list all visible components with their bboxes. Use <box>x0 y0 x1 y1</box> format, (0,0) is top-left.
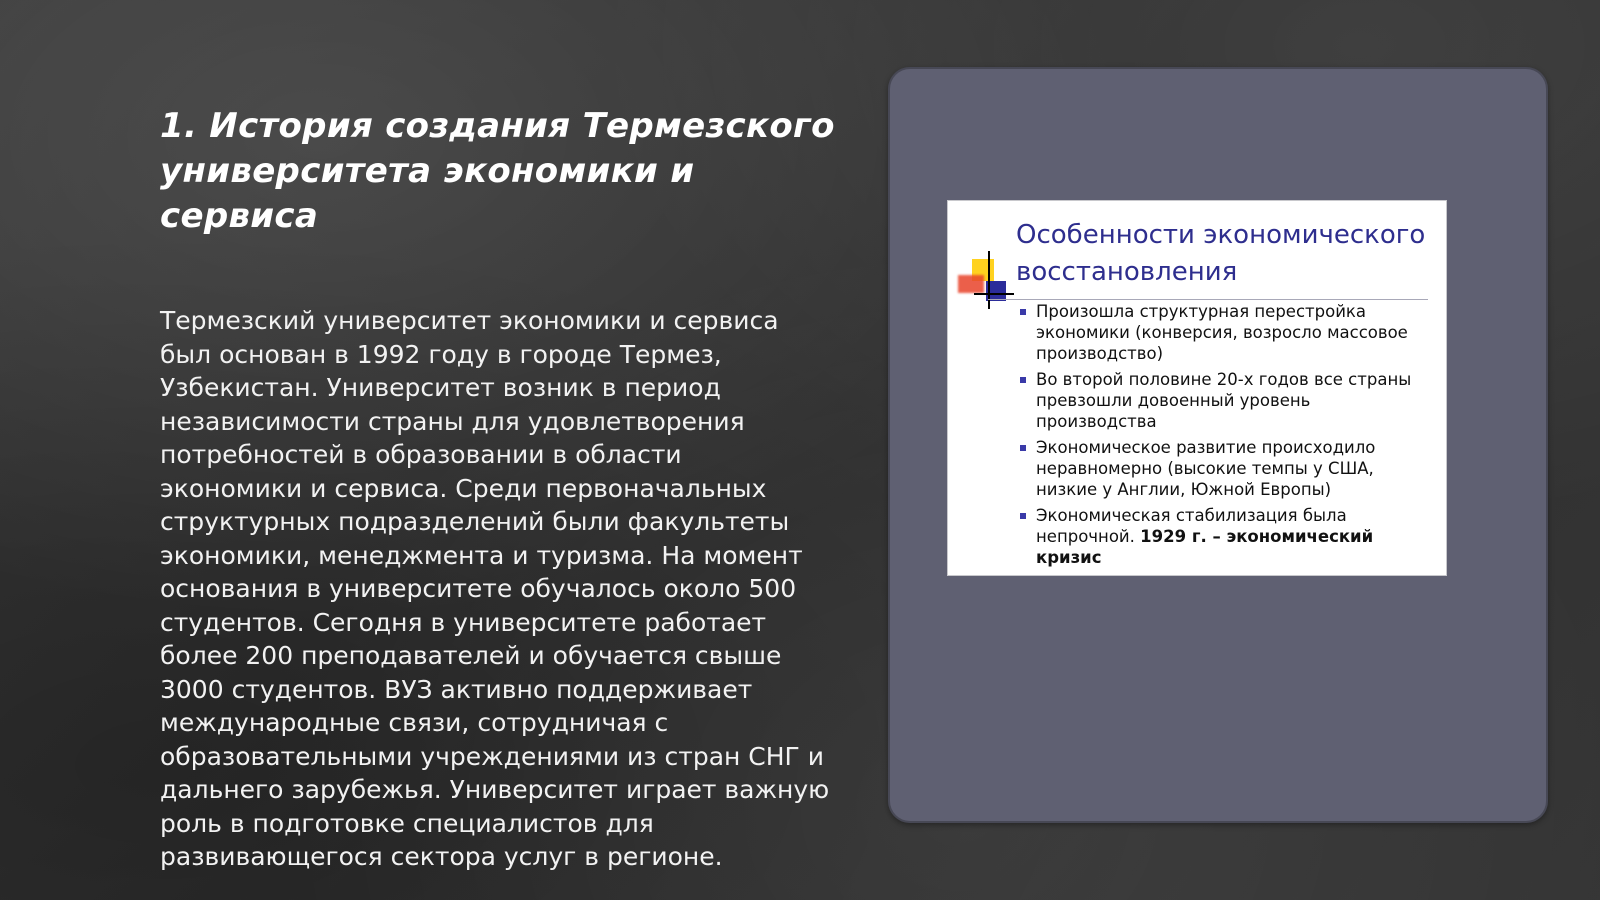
embedded-slide-image <box>948 201 1446 575</box>
bullet-square-icon <box>1020 377 1026 383</box>
list-item <box>1018 369 1436 432</box>
title-divider <box>988 299 1428 300</box>
bullet-text: Экономическое развитие происходило неравномерно (высокие темпы у США, низкие у Англии, Южной Европы) <box>1036 438 1376 499</box>
slide-body-text: Термезский университет экономики и сервиса был основан в 1992 году в городе Термез, Узбекистан. Университет возник в период независимости страны для удовлетворения потребностей в образовании в области экономики и сервиса. Среди первоначальных структурных подразделений были факультеты экономики, менеджмента и туризма. На момент основания в университете обучалось около 500 студентов. Сегодня в университете работает более 200 преподавателей и обучается свыше 3000 студентов. ВУЗ активно поддерживает международные связи, сотрудничая с образовательными учреждениями из стран СНГ и дальнего зарубежья. Университет играет важную роль в подготовке специалистов для развивающегося сектора услуг в регионе. <box>160 306 830 871</box>
image-frame <box>888 67 1548 823</box>
bullet-square-icon <box>1020 513 1026 519</box>
bullet-bold-text: 1929 г. – экономический кризис <box>1036 527 1374 567</box>
slide-title: 1. История создания Термезского университета экономики и сервиса <box>160 106 835 236</box>
bullet-square-icon <box>1020 309 1026 315</box>
embedded-bullet-list <box>1018 301 1436 573</box>
list-item <box>1018 301 1436 364</box>
decorative-squares-icon <box>954 251 1014 315</box>
list-item <box>1018 505 1436 568</box>
bullet-text: Экономическая стабилизация была непрочной. <box>1036 506 1347 546</box>
list-item <box>1018 437 1436 500</box>
bullet-text: Произошла структурная перестройка экономики (конверсия, возросло массовое производство) <box>1036 302 1408 363</box>
bullet-text: Во второй половине 20-х годов все страны превзошли довоенный уровень производства <box>1036 370 1412 431</box>
bullet-square-icon <box>1020 445 1026 451</box>
embedded-slide-title: Особенности экономического восстановления <box>1016 220 1426 287</box>
